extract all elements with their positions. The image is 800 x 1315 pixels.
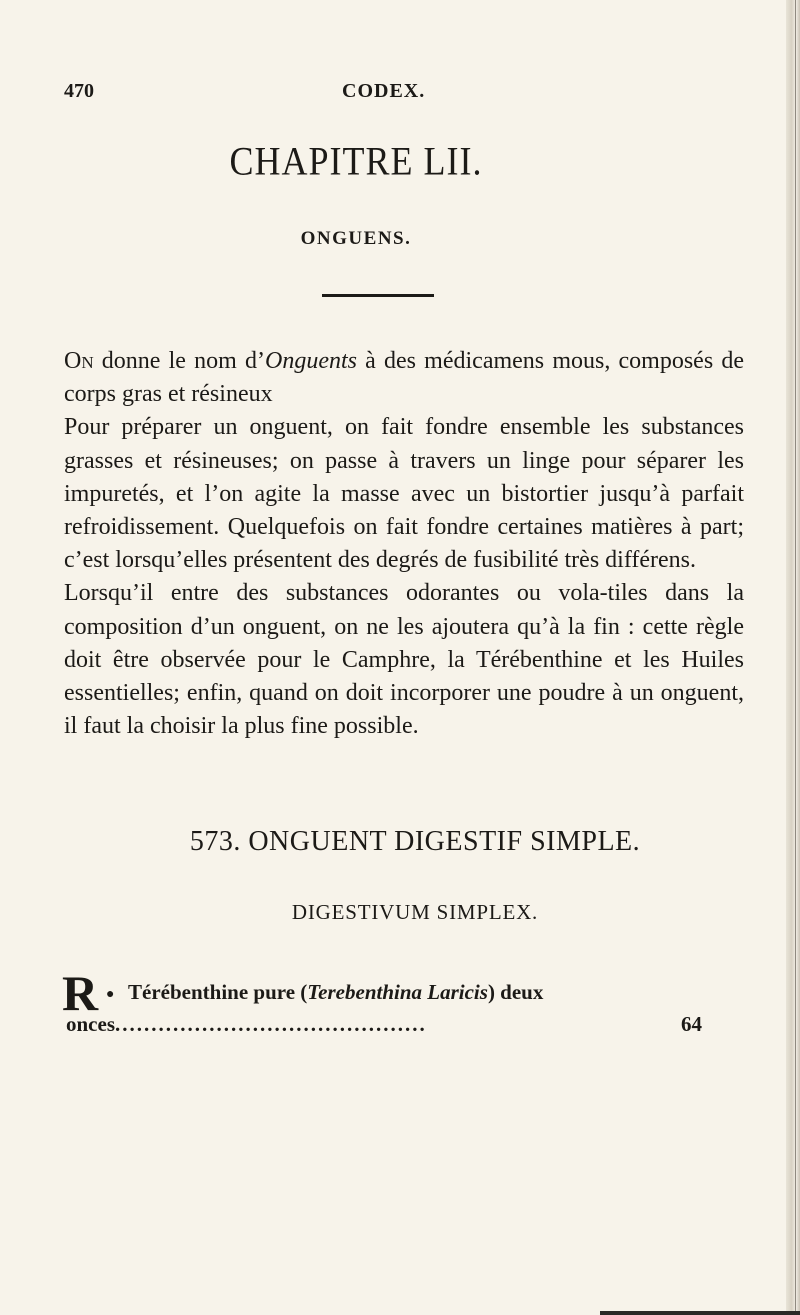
page-edge (786, 0, 800, 1315)
paragraph-intro (64, 345, 744, 411)
lead-word: On (64, 348, 94, 374)
section-title: ONGUENS. (300, 228, 412, 249)
page-number: 470 (64, 80, 94, 102)
recipe-leader-dots: ........................................... (115, 1012, 427, 1036)
recipe-unit: onces (66, 1012, 115, 1036)
paragraph-intro-text: donne le nom d’ (93, 348, 265, 374)
recipe-ingredient: Térébenthine pure ( (128, 980, 308, 1004)
recipe-ingredient-latin: Terebenthina Laricis (307, 980, 488, 1004)
body-text (64, 345, 744, 743)
paragraph-preparation: Pour préparer un onguent, on fait fondre ensemble les substances grasses et résineuses; on passe à travers un linge pour séparer les impuretés, et l’on agite la masse avec un bistortier jusqu’à parfait refroidissement. Quelquefois on fait fondre certaines matières à part; c’est lorsqu’elles présentent des degrés de fusibilité très différens. (64, 414, 744, 574)
section-rule (322, 294, 434, 297)
recipe-ingredient-end: ) deux (487, 980, 544, 1004)
recipe-symbol: R (62, 965, 99, 1021)
page-header (64, 80, 644, 110)
chapter-title: CHAPITRE LII. (229, 138, 483, 184)
recipe-bullet: ● (106, 987, 115, 1002)
recipe-quantity-line (66, 1012, 702, 1037)
entry-title: 573. ONGUENT DIGESTIF SIMPLE. (189, 826, 641, 857)
page-edge-line (795, 0, 796, 1315)
paragraph-intro-italic: Onguents (264, 348, 357, 374)
bottom-edge-bar (600, 1311, 800, 1315)
paragraph-intro-end: à des médicamens mous, composés de corps gras et résineux (64, 348, 744, 408)
recipe-quantity: 64 (681, 1012, 702, 1036)
entry-latin-title: DIGESTIVUM SIMPLEX. (291, 900, 539, 924)
recipe-ingredient-line (128, 980, 543, 1005)
running-head: CODEX. (342, 80, 426, 102)
paragraph-volatiles: Lorsqu’il entre des substances odorantes ou vola-tiles dans la composition d’un onguent, on ne les ajoutera qu’à la fin : cette règle doit être observée pour le Camphre, la Térébenthine et les Huiles essentielles; enfin, quand on doit incorporer une poudre à un onguent, il faut la choisir la plus fine possible. (64, 580, 744, 740)
